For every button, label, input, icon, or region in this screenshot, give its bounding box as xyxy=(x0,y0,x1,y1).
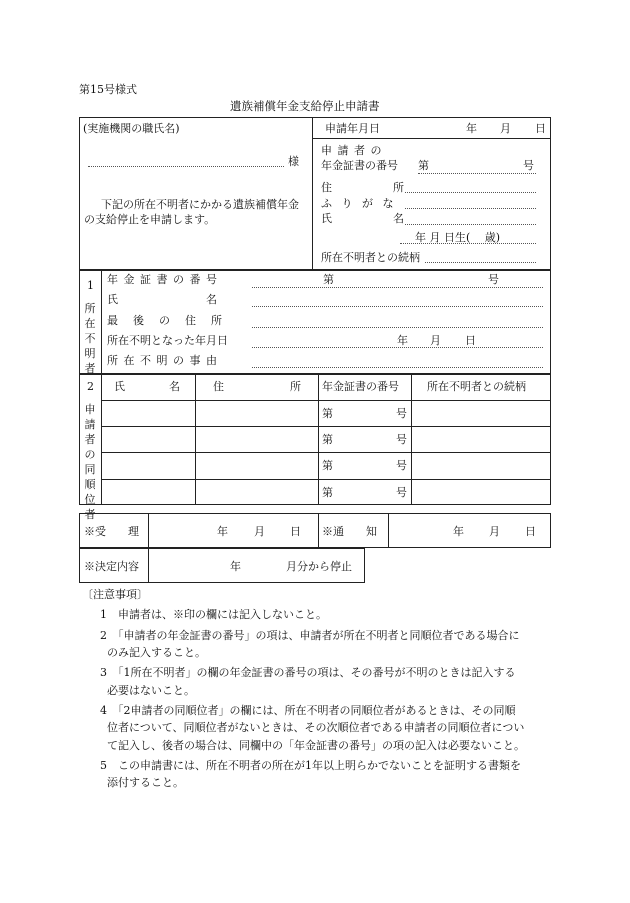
top-section xyxy=(79,117,551,270)
note-2-cont: のみ記入すること。 xyxy=(107,646,206,659)
note-3-cont: 必要はないこと。 xyxy=(107,684,195,697)
month-label: 月 xyxy=(500,122,511,135)
row2-dai: 第 xyxy=(322,433,333,446)
furigana-label: ふ り が な xyxy=(321,197,397,210)
s1-dai: 第 xyxy=(323,273,334,286)
address-label-2: 所 xyxy=(393,181,404,194)
row4-go: 号 xyxy=(396,486,407,499)
receipt-notify-box xyxy=(79,513,551,548)
s1-row-date: 所在不明となった年月日 xyxy=(107,334,228,347)
relation-label: 所在不明者との続柄 xyxy=(321,251,420,264)
row3-go: 号 xyxy=(396,459,407,472)
form-title: 遺族補償年金支給停止申請書 xyxy=(230,99,380,113)
s1-hi: 日 xyxy=(465,334,476,347)
note-4-cont-1: 位者について、同順位者がないときは、その次順位者である申請者の同順位者につい xyxy=(107,721,525,734)
row3-dai: 第 xyxy=(322,459,333,472)
row2-go: 号 xyxy=(396,433,407,446)
note-3: 3 「1所在不明者」の欄の年金証書の番号の項は、その番号が不明のときは記入する xyxy=(100,666,516,679)
notify-tsuki: 月 xyxy=(489,525,500,538)
request-text-2: の支給停止を申請します。 xyxy=(84,213,216,226)
applicant-cert-label-1: 申 請 者 の xyxy=(321,144,383,157)
row4-dai: 第 xyxy=(322,486,333,499)
receipt-tsuki: 月 xyxy=(254,525,265,538)
address-label-1: 住 xyxy=(321,181,332,194)
s1-row-reason: 所 在 不 明 の 事 由 xyxy=(107,354,218,367)
request-text-1: 下記の所在不明者にかかる遺族補償年金 xyxy=(101,198,299,211)
section-same-rank-persons xyxy=(79,374,551,505)
decision-month-stop: 月分から停止 xyxy=(286,560,352,573)
col-cert-header: 年金証書の番号 xyxy=(322,380,399,393)
section2-number: 2 xyxy=(87,380,94,393)
year-label: 年 xyxy=(466,122,477,135)
receipt-nen: 年 xyxy=(217,525,228,538)
col-relation-header: 所在不明者との続柄 xyxy=(427,380,526,393)
col-address-header: 住 所 xyxy=(213,380,301,393)
notes-heading: 〔注意事項〕 xyxy=(82,588,148,601)
note-4-cont-2: て記入し、後者の場合は、同欄中の「年金証書の番号」の項の記入は必要ないこと。 xyxy=(107,739,525,752)
name-label-1: 氏 xyxy=(321,212,332,225)
note-1: 1 申請者は、※印の欄には記入しないこと。 xyxy=(100,608,327,621)
section1-vertical-label: 所在不明者 xyxy=(84,302,96,375)
applicant-cert-label-2: 年金証書の番号 xyxy=(321,159,398,172)
receipt-hi: 日 xyxy=(290,525,301,538)
notify-hi: 日 xyxy=(525,525,536,538)
birth-date: 年 月 日生( 歳) xyxy=(415,231,501,244)
s1-row-name: 氏 名 xyxy=(107,293,217,306)
section2-vertical-label: 申請者の同順位者 xyxy=(84,403,96,521)
col-name-header: 氏 名 xyxy=(114,380,180,393)
note-5: 5 この申請書には、所在不明者の所在が1年以上明らかでないことを証明する書類を xyxy=(100,759,521,772)
official-label: (実施機関の職氏名) xyxy=(83,122,180,135)
row1-dai: 第 xyxy=(322,407,333,420)
decision-nen: 年 xyxy=(230,560,241,573)
row1-go: 号 xyxy=(396,407,407,420)
dai-label: 第 xyxy=(418,159,429,172)
receipt-label: ※受 理 xyxy=(84,525,139,538)
sama-label: 様 xyxy=(288,155,299,168)
name-label-2: 名 xyxy=(393,212,404,225)
note-5-cont: 添付すること。 xyxy=(107,776,184,789)
s1-tsuki: 月 xyxy=(430,334,441,347)
notify-nen: 年 xyxy=(453,525,464,538)
decision-label: ※決定内容 xyxy=(84,560,139,573)
go-label: 号 xyxy=(523,159,534,172)
notify-label: ※通 知 xyxy=(322,525,377,538)
s1-go: 号 xyxy=(488,273,499,286)
s1-row-address: 最 後 の 住 所 xyxy=(107,314,224,327)
s1-row-cert: 年 金 証 書 の 番 号 xyxy=(107,273,218,286)
s1-nen: 年 xyxy=(397,334,408,347)
note-2: 2 「申請者の年金証書の番号」の項は、申請者が所在不明者と同順位者である場合に xyxy=(100,629,520,642)
form-number: 第15号様式 xyxy=(79,83,137,96)
application-date-label: 申請年月日 xyxy=(325,122,380,135)
note-4: 4 「2申請者の同順位者」の欄には、所在不明者の同順位者があるときは、その同順 xyxy=(100,704,516,717)
day-label: 日 xyxy=(535,122,546,135)
section1-number: 1 xyxy=(87,279,94,292)
